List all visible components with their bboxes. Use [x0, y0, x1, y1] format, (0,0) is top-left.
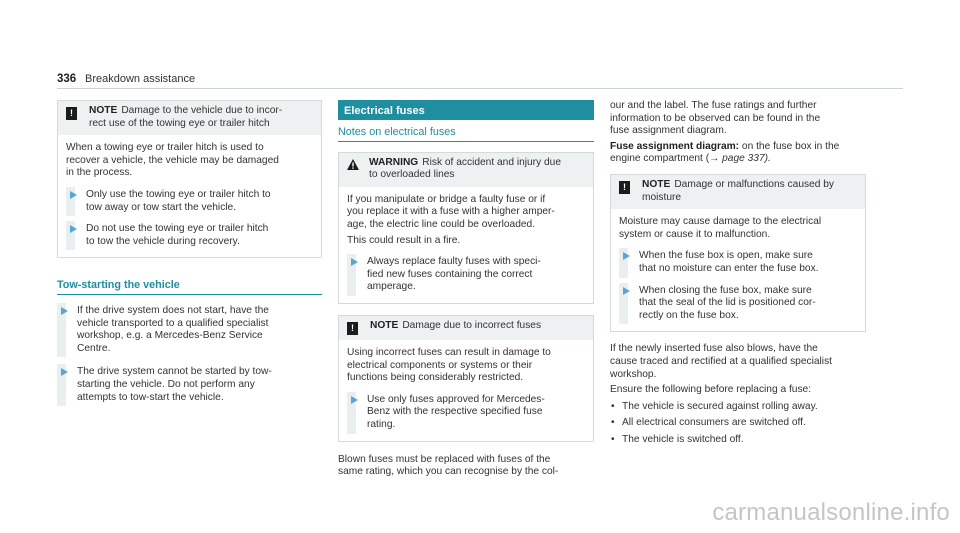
- note-label: NOTE: [642, 178, 671, 190]
- note-box-towing-eye: [57, 100, 322, 258]
- column-middle: [338, 100, 594, 479]
- warning-label: WARNING: [369, 156, 419, 168]
- note-header: [339, 316, 593, 340]
- step-item: When closing the fuse box, make sure that the seal of the lid is positioned cor- rectly on the fuse box.: [619, 285, 857, 323]
- step-item: Only use the towing eye or trailer hitch to tow away or tow start the vehicle.: [66, 189, 313, 214]
- arrow-right-icon: [351, 396, 358, 404]
- watermark: carmanualsonline.info: [712, 499, 950, 526]
- note-label: NOTE: [89, 105, 118, 116]
- warning-body: If you manipulate or bridge a faulty fuse or if you replace it with a fuse with a higher amper- age, the electric line could be overloaded. This could result in a fire. Always replace faulty fuses with speci- fied new fuses containing the correct amperage.: [339, 187, 593, 303]
- step-item: Do not use the towing eye or trailer hitch to tow the vehicle during recovery.: [66, 223, 313, 248]
- arrow-right-icon: [623, 252, 630, 260]
- note-body: Using incorrect fuses can result in damage to electrical components or systems or their functions being considerably restricted. Use only fuses approved for Mercedes- Benz with the respective specified fuse rating.: [339, 340, 593, 441]
- warning-triangle-icon: [347, 159, 359, 170]
- heading-notes-electrical-fuses: Notes on electrical fuses: [338, 126, 594, 142]
- exclamation-icon: !: [347, 322, 358, 335]
- step-item: Always replace faulty fuses with speci- fied new fuses containing the correct amperage.: [347, 256, 585, 294]
- paragraph-fuse-diagram: Fuse assignment diagram: on the fuse box in the engine compartment (→ page 337).: [610, 140, 840, 165]
- note-body: Moisture may cause damage to the electrical system or cause it to malfunction. When the fuse box is open, make sure that no moisture can enter the fuse box. When closing the fuse box, make sure that the seal of the lid is positioned cor- rectly on the fuse box.: [611, 209, 865, 331]
- arrow-right-icon: [70, 225, 77, 233]
- page-number: 336: [57, 73, 77, 85]
- arrow-right-icon: [61, 368, 68, 376]
- step-item: The drive system cannot be started by tow- starting the vehicle. Do not perform any attempts to tow-start the vehicle.: [57, 366, 322, 404]
- paragraph-fuse-ratings: our and the label. The fuse ratings and further information to be observed can be found in the fuse assignment diagram.: [610, 100, 821, 137]
- note-title: Damage or malfunctions caused by moisture: [642, 178, 834, 203]
- column-left: [57, 100, 322, 404]
- warning-box: [338, 152, 594, 304]
- step-item: When the fuse box is open, make sure that no moisture can enter the fuse box.: [619, 250, 857, 275]
- list-item: • The vehicle is secured against rolling away.: [610, 401, 866, 414]
- heading-tow-starting: Tow-starting the vehicle: [57, 279, 322, 295]
- arrow-right-icon: [351, 258, 358, 266]
- page-reference-link[interactable]: → page 337).: [709, 153, 771, 165]
- warning-title: Risk of accident and injury due to overloaded lines: [369, 156, 561, 181]
- warning-header: [339, 153, 593, 187]
- arrow-right-icon: [61, 307, 68, 315]
- note-header: [58, 101, 321, 135]
- exclamation-icon: !: [619, 181, 630, 194]
- exclamation-icon: !: [66, 107, 77, 120]
- list-item: • All electrical consumers are switched off.: [610, 417, 866, 430]
- column-right: [610, 100, 866, 446]
- note-label: NOTE: [370, 319, 399, 331]
- list-item: • The vehicle is switched off.: [610, 434, 866, 447]
- note-box-moisture: [610, 174, 866, 332]
- note-text: When a towing eye or trailer hitch is used to recover a vehicle, the vehicle may be damaged in the process.: [66, 142, 279, 179]
- paragraph-ensure-following: Ensure the following before replacing a fuse:: [610, 384, 812, 396]
- step-item: Use only fuses approved for Mercedes- Benz with the respective specified fuse rating.: [347, 394, 585, 432]
- section-title-electrical-fuses: Electrical fuses: [338, 100, 594, 120]
- note-body: [58, 135, 321, 257]
- arrow-right-icon: [623, 287, 630, 295]
- step-item: If the drive system does not start, have the vehicle transported to a qualified specialist workshop, e.g. a Mercedes-Benz Service Centre.: [57, 305, 322, 355]
- note-title: Damage due to incorrect fuses: [402, 319, 542, 331]
- page-header: [57, 73, 903, 89]
- note-title: Damage to the vehicle due to incor- rect use of the towing eye or trailer hitch: [89, 105, 283, 129]
- paragraph-newly-inserted-fuse: If the newly inserted fuse also blows, have the cause traced and rectified at a qualified specialist workshop.: [610, 343, 832, 380]
- note-box-fuses: [338, 315, 594, 442]
- arrow-right-icon: [70, 191, 77, 199]
- paragraph-blown-fuses: Blown fuses must be replaced with fuses of the same rating, which you can recognise by the col-: [338, 453, 559, 478]
- page-section-title: Breakdown assistance: [85, 73, 196, 85]
- note-header: [611, 175, 865, 209]
